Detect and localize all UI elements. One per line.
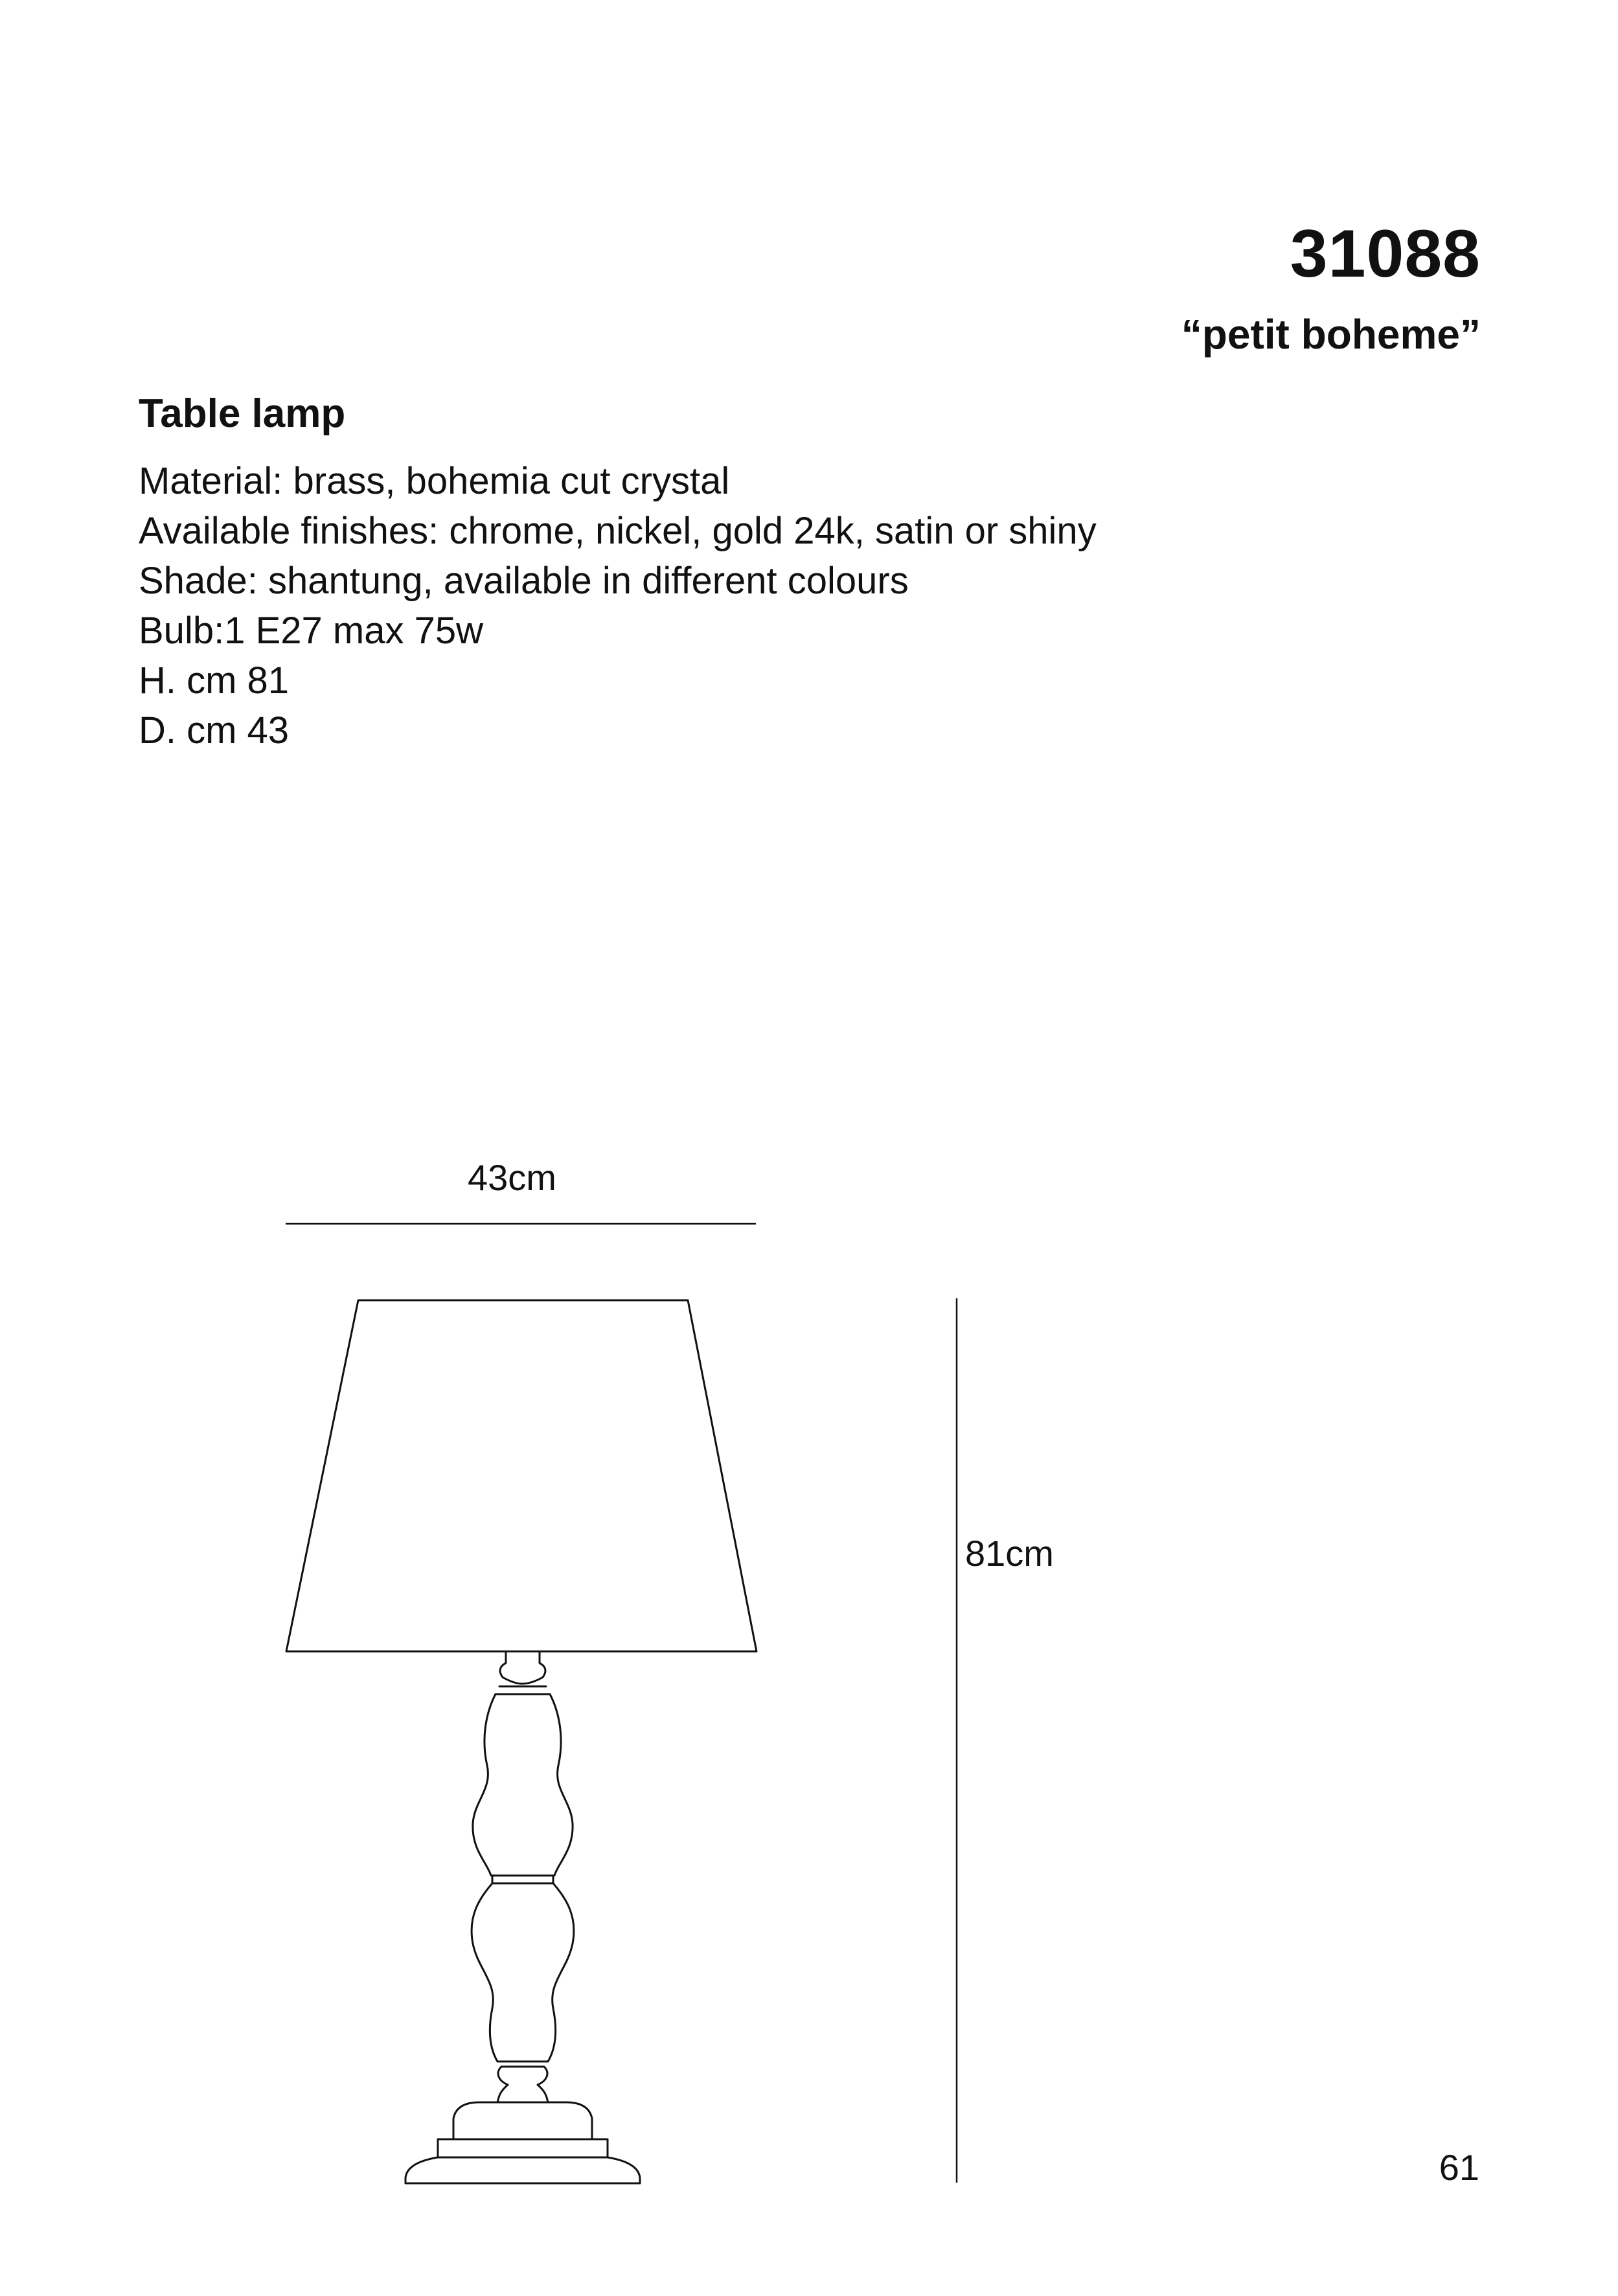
top-fitting [500, 1651, 545, 1684]
lampshade [286, 1300, 757, 1651]
dome-base [453, 2102, 592, 2139]
width-dimension-label: 43cm [468, 1157, 556, 1198]
spec-shade: Shade: shantung, available in different colours [139, 560, 909, 602]
product-code: 31088 [1290, 216, 1481, 292]
spec-heading: Table lamp [139, 391, 346, 436]
lower-crystal [472, 1883, 574, 2061]
foot [405, 2157, 640, 2183]
spec-material: Material: brass, bohemia cut crystal [139, 460, 730, 502]
spec-diameter: D. cm 43 [139, 709, 290, 752]
middle-ring [492, 1876, 553, 1883]
spec-finishes: Available finishes: chrome, nickel, gold 24k, satin or shiny [139, 510, 1097, 552]
height-dimension-label: 81cm [965, 1533, 1054, 1574]
product-name: “petit boheme” [1181, 311, 1481, 358]
spec-height: H. cm 81 [139, 660, 290, 702]
plinth [438, 2139, 608, 2157]
page-number: 61 [1439, 2147, 1479, 2188]
lower-neck [497, 2061, 548, 2102]
upper-crystal [473, 1694, 573, 1876]
spec-bulb: Bulb:1 E27 max 75w [139, 610, 483, 652]
